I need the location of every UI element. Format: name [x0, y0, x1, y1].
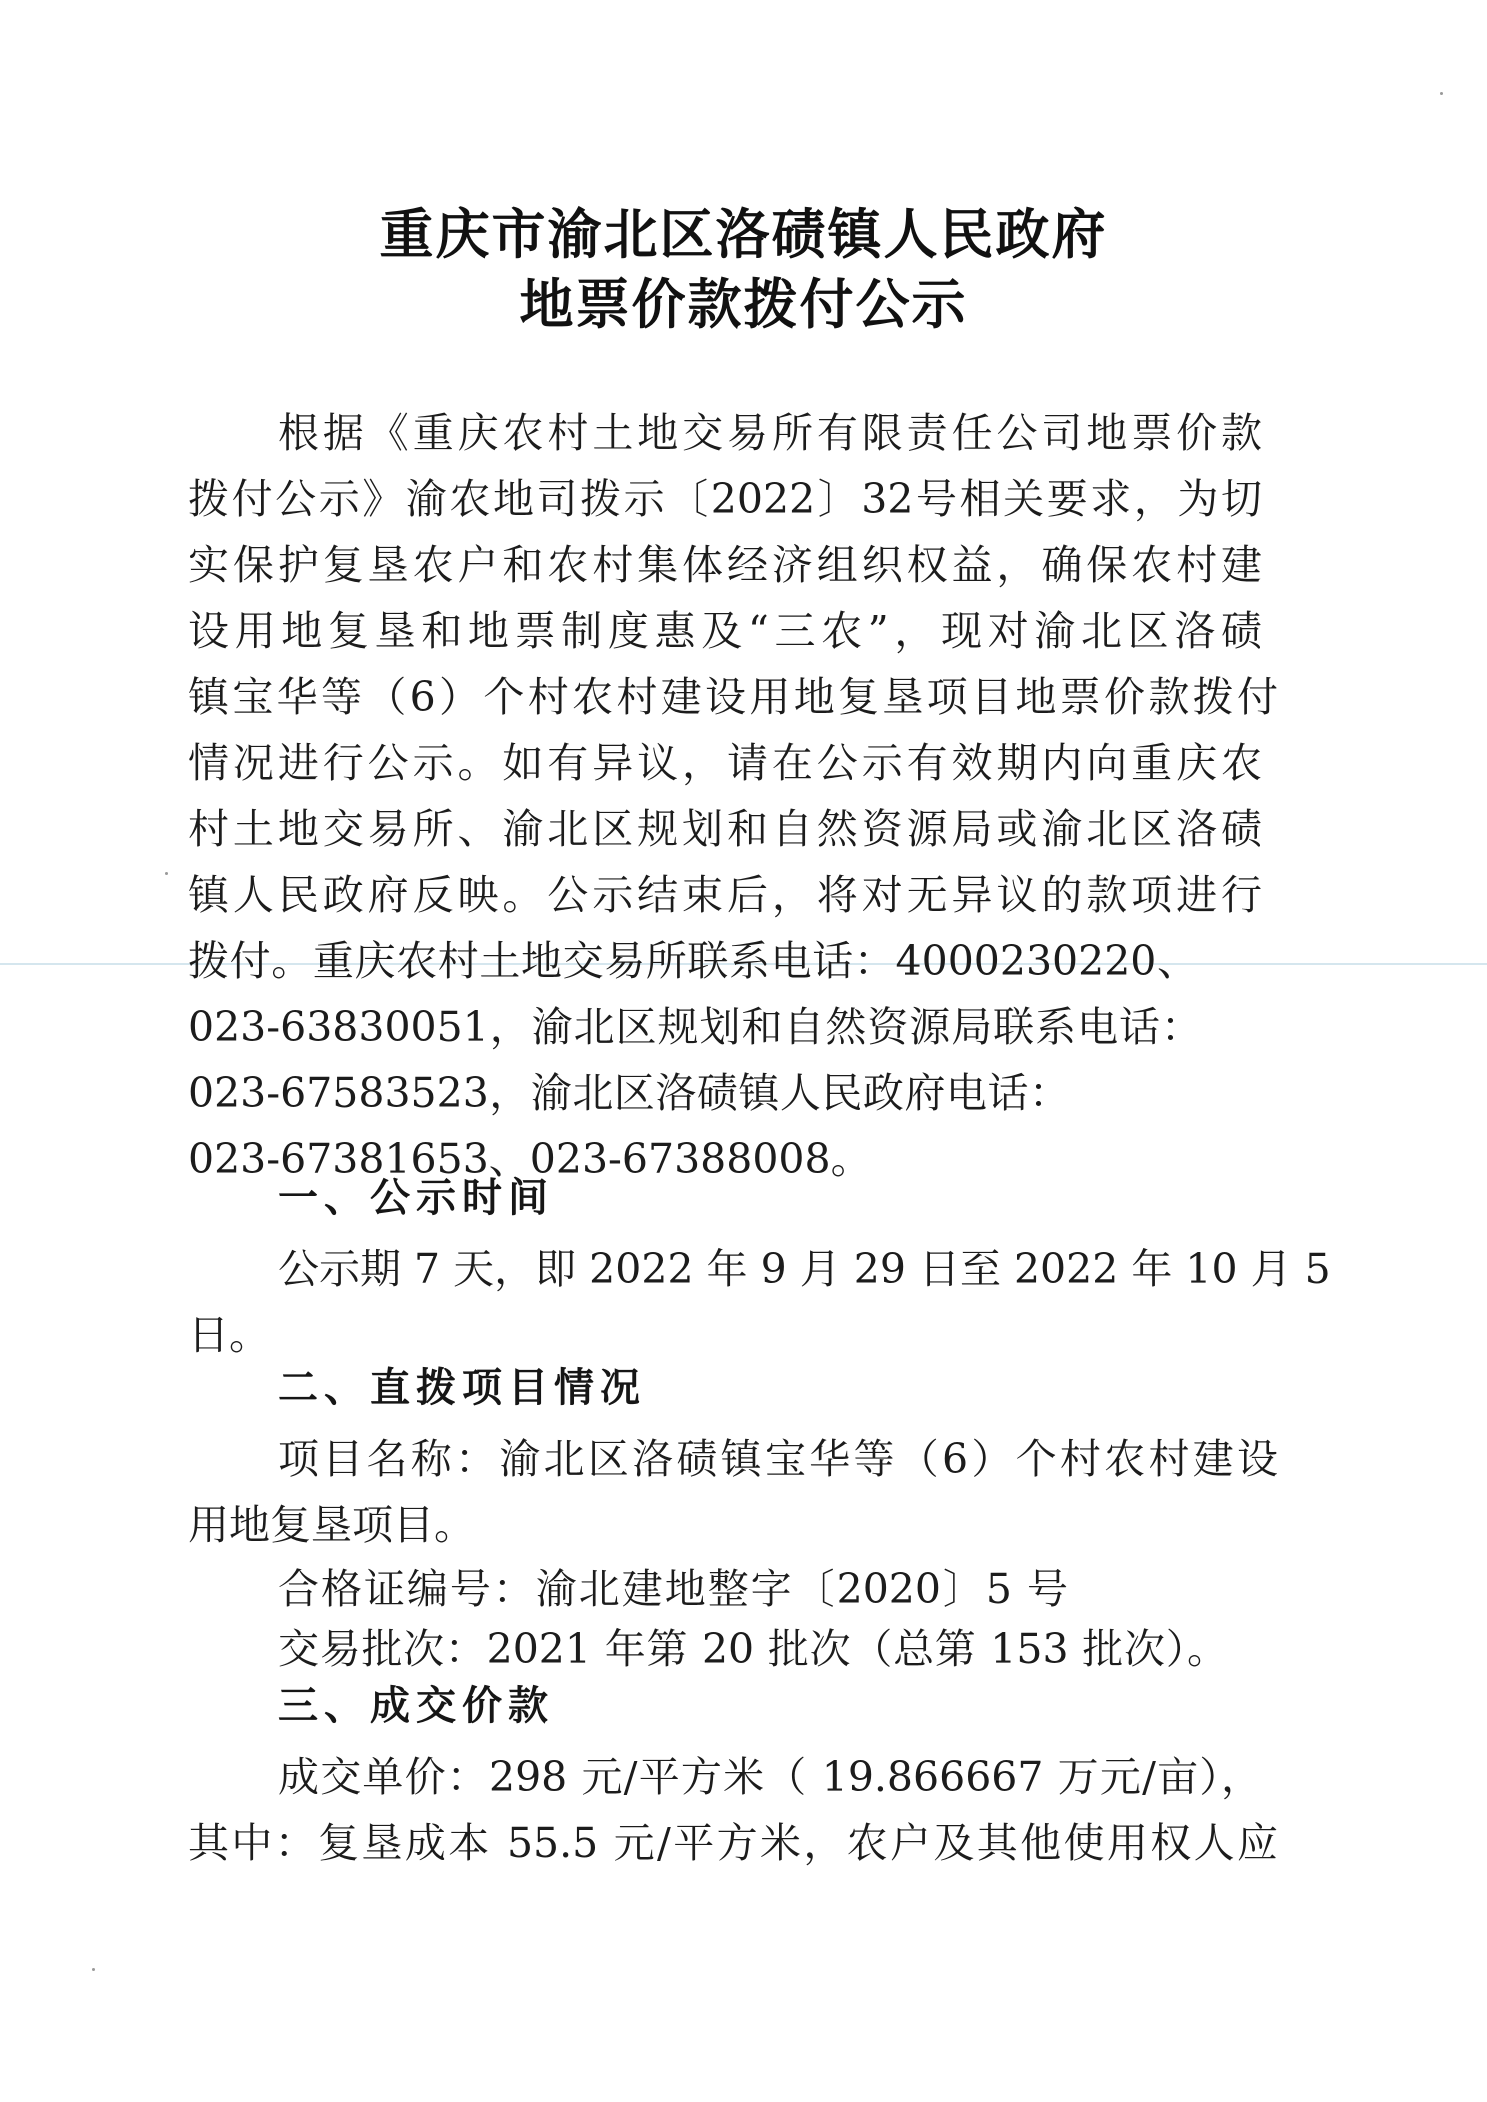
intro-paragraph-line: 023-67381653、023-67388008。	[188, 1135, 872, 1183]
intro-paragraph-line: 镇人民政府反映。公示结束后，将对无异议的款项进行	[188, 871, 1262, 919]
intro-paragraph-line: 023-67583523，渝北区洛碛镇人民政府电话：	[188, 1069, 1070, 1117]
certificate-number-line: 合格证编号：渝北建地整字〔2020〕5 号	[278, 1565, 1068, 1613]
intro-paragraph-line: 拨付。重庆农村土地交易所联系电话：4000230220、	[188, 937, 1198, 985]
intro-paragraph-line: 设用地复垦和地票制度惠及“三农”，现对渝北区洛碛	[188, 607, 1262, 655]
document-title-line-1: 重庆市渝北区洛碛镇人民政府	[379, 203, 1108, 266]
transaction-price-line: 其中：复垦成本 55.5 元/平方米，农户及其他使用权人应	[188, 1819, 1278, 1867]
intro-paragraph-line: 村土地交易所、渝北区规划和自然资源局或渝北区洛碛	[188, 805, 1262, 853]
scan-speck	[1440, 92, 1443, 95]
scan-speck	[165, 872, 168, 875]
intro-paragraph-line: 拨付公示》渝农地司拨示〔2022〕32号相关要求，为切	[188, 475, 1262, 523]
section-heading-transaction-price: 三、成交价款	[278, 1683, 554, 1729]
project-name-line: 项目名称：渝北区洛碛镇宝华等（6）个村农村建设	[278, 1435, 1278, 1483]
section-heading-project-info: 二、直拨项目情况	[278, 1365, 646, 1411]
section-heading-publicity-period: 一、公示时间	[278, 1175, 554, 1221]
intro-paragraph-line: 镇宝华等（6）个村农村建设用地复垦项目地票价款拨付	[188, 673, 1278, 721]
intro-paragraph-line: 023-63830051，渝北区规划和自然资源局联系电话：	[188, 1003, 1202, 1051]
publicity-period-line: 日。	[188, 1311, 270, 1359]
transaction-price-line: 成交单价：298 元/平方米（ 19.866667 万元/亩），	[278, 1753, 1262, 1801]
trade-batch-line: 交易批次：2021 年第 20 批次（总第 153 批次）。	[278, 1625, 1228, 1673]
document-title-line-2: 地票价款拨付公示	[519, 273, 968, 336]
intro-paragraph-line: 情况进行公示。如有异议，请在公示有效期内向重庆农	[188, 739, 1262, 787]
project-name-line: 用地复垦项目。	[188, 1501, 475, 1549]
intro-paragraph-line: 根据《重庆农村土地交易所有限责任公司地票价款	[278, 409, 1262, 457]
intro-paragraph-line: 实保护复垦农户和农村集体经济组织权益，确保农村建	[188, 541, 1262, 589]
scan-speck	[92, 1968, 95, 1971]
publicity-period-line: 公示期 7 天，即 2022 年 9 月 29 日至 2022 年 10 月 5	[278, 1245, 1331, 1293]
